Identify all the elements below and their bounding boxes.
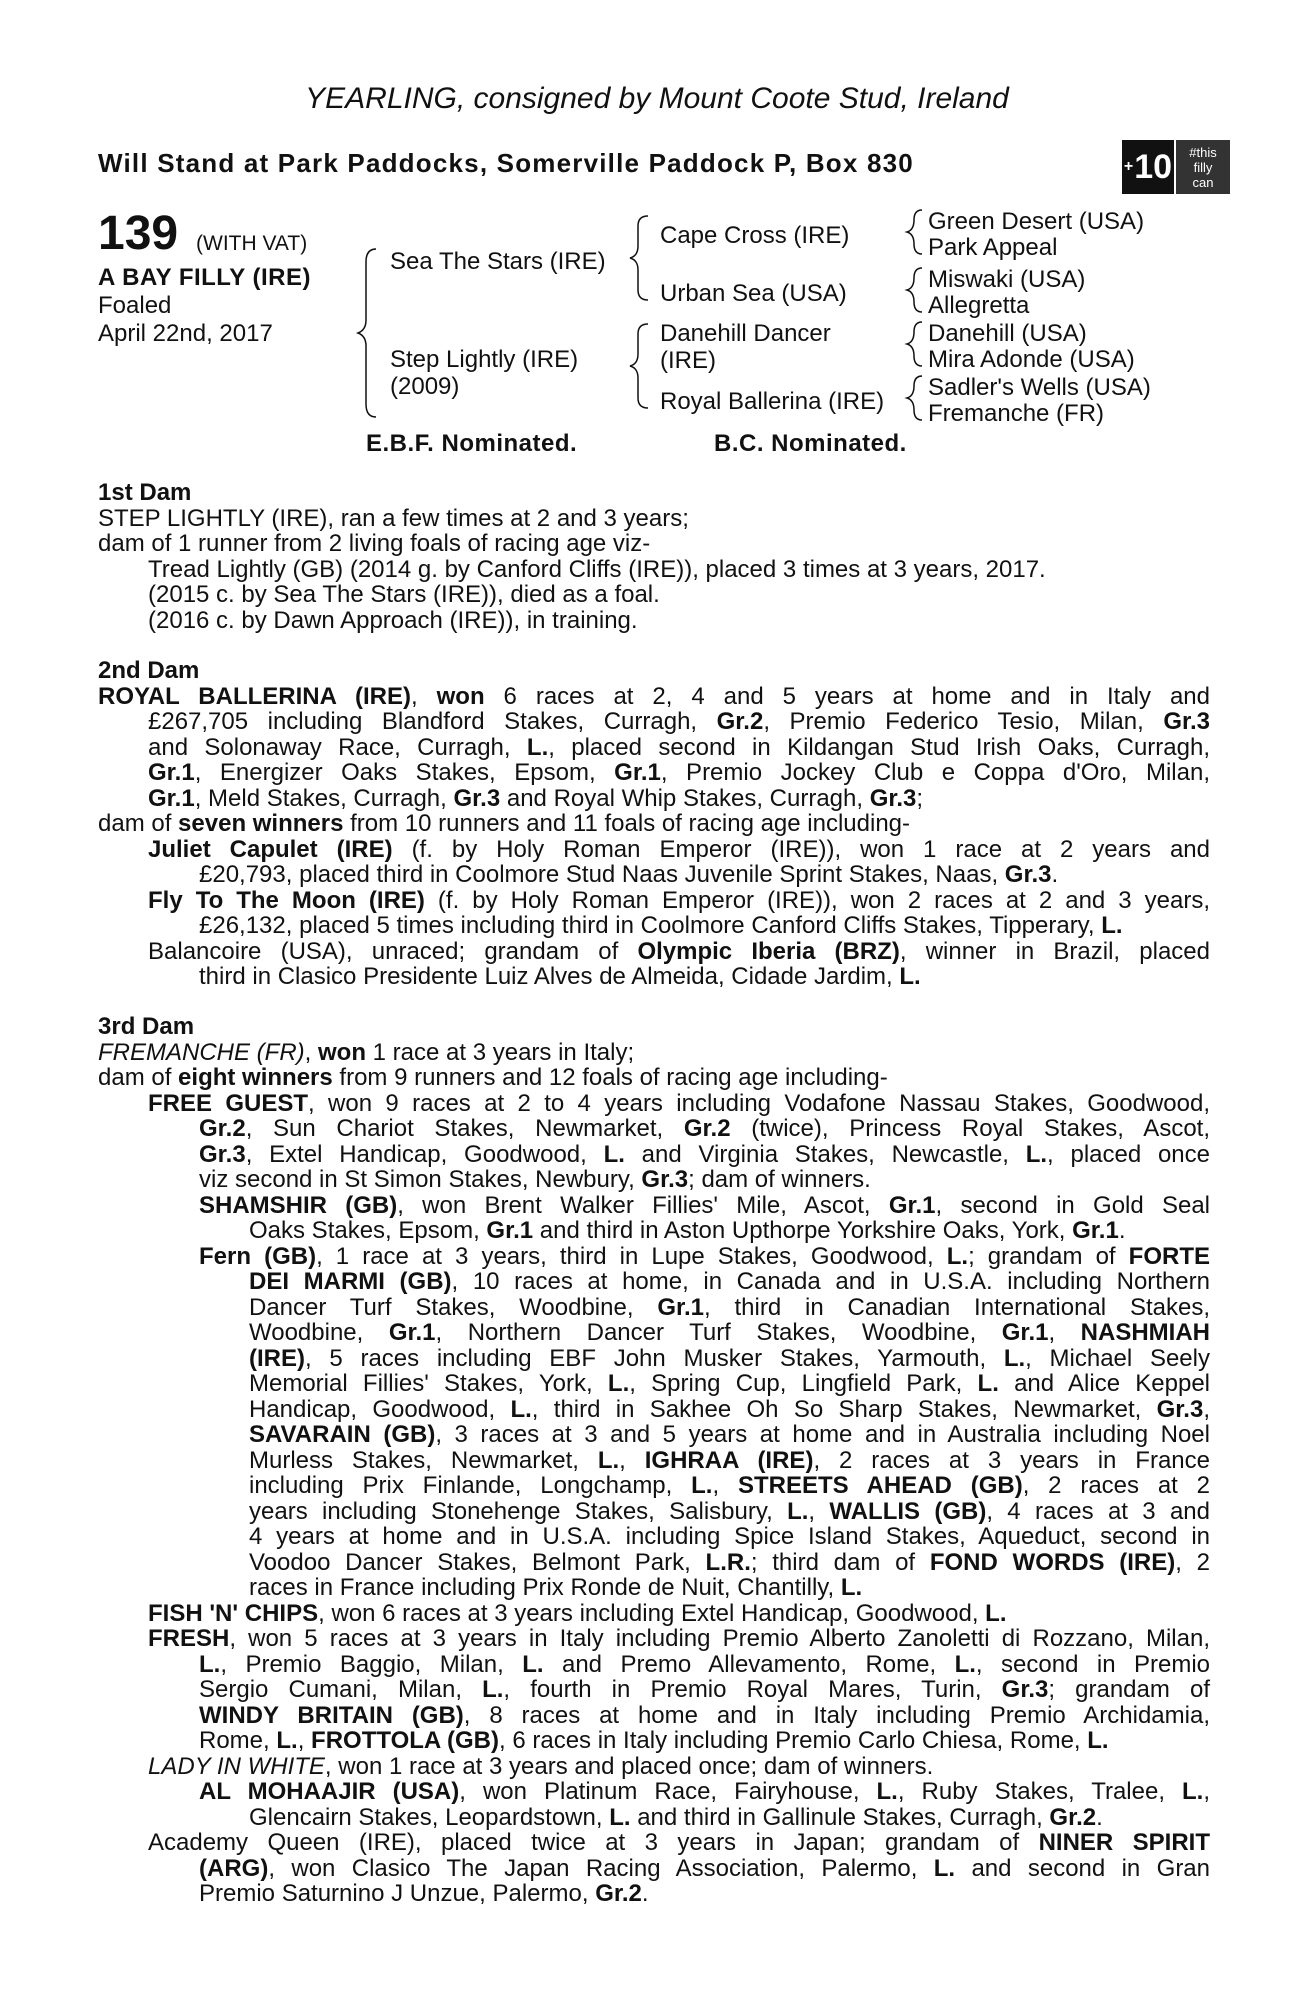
text-line: races in France including Prix Ronde de Nuit, Chantilly, L. [249,1574,863,1601]
text-line: SAVARAIN (GB), 3 races at 3 and 5 years at home and in Australia including Noel [249,1421,1210,1448]
first-dam-foal: Tread Lightly (GB) (2014 g. by Canford Cliffs (IRE)), placed 3 times at 3 years, 2017. [148,555,1046,583]
vat-note: (WITH VAT) [196,232,308,255]
text-line: Premio Saturnino J Unzue, Palermo, Gr.2. [199,1880,649,1907]
pedigree-dam-sire-line2: (IRE) [660,347,716,374]
text-line: DEI MARMI (GB), 10 races at home, in Canada and in U.S.A. including Northern [249,1268,1210,1295]
text-line: Fly To The Moon (IRE) (f. by Holy Roman Emperor (IRE)), won 2 races at 2 and 3 years, [148,886,1210,914]
third-dam-heading: 3rd Dam [98,1013,195,1040]
pedigree-dam-line1: Step Lightly (IRE) [390,346,579,373]
text-line: Murless Stakes, Newmarket, L., IGHRAA (IRE), 2 races at 3 years in France [249,1446,1210,1474]
pedigree-gg-1: Green Desert (USA) [928,208,1145,235]
foaled-date: April 22nd, 2017 [98,320,273,347]
text-line: Glencairn Stakes, Leopardstown, L. and third in Gallinule Stakes, Curragh, Gr.2. [249,1803,1103,1831]
pedigree-dam-dam: Royal Ballerina (IRE) [660,388,885,415]
text-line: Gr.1, Energizer Oaks Stakes, Epsom, Gr.1, Premio Jockey Club e Coppa d'Oro, Milan, [148,759,1210,786]
pedigree-gg-8: Fremanche (FR) [928,400,1105,427]
third-dam-section [98,1012,1210,1907]
text-line: years including Stonehenge Stakes, Salisbury, L., WALLIS (GB), 4 races at 3 and [249,1497,1210,1525]
text-line: Rome, L., FROTTOLA (GB), 6 races in Italy including Premio Carlo Chiesa, Rome, L. [199,1727,1109,1754]
second-dam-section [98,656,1210,990]
catalogue-heading: YEARLING, consigned by Mount Coote Stud, Ireland [305,82,1009,115]
text-line: and Solonaway Race, Curragh, L., placed second in Kildangan Stud Irish Oaks, Curragh, [148,733,1210,761]
first-dam-foal: (2015 c. by Sea The Stars (IRE)), died as a foal. [148,581,660,608]
pedigree-gg-2: Park Appeal [928,234,1058,261]
text-line: Fern (GB), 1 race at 3 years, third in Lupe Stakes, Goodwood, L.; grandam of FORTE [199,1242,1210,1270]
text-line: FREE GUEST, won 9 races at 2 to 4 years including Vodafone Nassau Stakes, Goodwood, [148,1089,1210,1117]
brace-sire [630,216,648,300]
pedigree-gg-4: Allegretta [928,292,1030,319]
text-line: including Prix Finlande, Longchamp, L., STREETS AHEAD (GB), 2 races at 2 [249,1472,1210,1499]
text-line: viz second in St Simon Stakes, Newbury, Gr.3; dam of winners. [199,1166,871,1193]
text-line: Academy Queen (IRE), placed twice at 3 years in Japan; grandam of NINER SPIRIT [148,1829,1210,1856]
text-line: Oaks Stakes, Epsom, Gr.1 and third in Aston Upthorpe Yorkshire Oaks, York, Gr.1. [249,1217,1126,1244]
text-line: £20,793, placed third in Coolmore Stud Naas Juvenile Sprint Stakes, Naas, Gr.3. [199,861,1059,888]
brace-gg3 [907,322,922,366]
second-dam-heading: 2nd Dam [98,657,200,684]
text-line: Woodbine, Gr.1, Northern Dancer Turf Stakes, Woodbine, Gr.1, NASHMIAH [249,1319,1210,1346]
pedigree-dam-sire-line1: Danehill Dancer [660,320,831,347]
first-dam-line: STEP LIGHTLY (IRE), ran a few times at 2 and 3 years; [98,504,689,532]
brace-gg4 [907,376,922,420]
text-line: Gr.3, Extel Handicap, Goodwood, L. and Virginia Stakes, Newcastle, L., placed once [199,1140,1210,1168]
text-line: Gr.2, Sun Chariot Stakes, Newmarket, Gr.2 (twice), Princess Royal Stakes, Ascot, [199,1115,1210,1142]
text-line: LADY IN WHITE, won 1 race at 3 years and placed once; dam of winners. [148,1752,934,1780]
text-line: 4 years at home and in U.S.A. including Spice Island Stakes, Aqueduct, second in [249,1523,1210,1550]
plus-ten-badge: + 10 [1122,140,1174,194]
bc-nominated: B.C. Nominated. [714,430,907,457]
text-line: SHAMSHIR (GB), won Brent Walker Fillies' Mile, Ascot, Gr.1, second in Gold Seal [199,1191,1211,1219]
text-line: Dancer Turf Stakes, Woodbine, Gr.1, third in Canadian International Stakes, [249,1293,1210,1321]
text-line: (IRE), 5 races including EBF John Musker Stakes, Yarmouth, L., Michael Seely [249,1344,1210,1372]
text-line: (ARG), won Clasico The Japan Racing Association, Palermo, L. and second in Gran [199,1854,1210,1882]
text-line: third in Clasico Presidente Luiz Alves de Almeida, Cidade Jardim, L. [199,963,921,990]
text-line: ROYAL BALLERINA (IRE), won 6 races at 2, 4 and 5 years at home and in Italy and [98,682,1210,710]
text-line: £267,705 including Blandford Stakes, Curragh, Gr.2, Premio Federico Tesio, Milan, Gr.3 [148,708,1211,735]
pedigree-dam-line2: (2009) [390,373,460,400]
stand-location: Will Stand at Park Paddocks, Somerville Paddock P, Box 830 [98,148,914,178]
brace-dam [630,324,648,408]
pedigree-gg-7: Sadler's Wells (USA) [928,374,1151,401]
text-line: £26,132, placed 5 times including third in Coolmore Canford Cliffs Stakes, Tipperary, L. [199,912,1123,939]
pedigree-gg-5: Danehill (USA) [928,320,1087,347]
foaled-label: Foaled [98,292,172,319]
pedigree-sire-sire: Cape Cross (IRE) [660,222,850,249]
brace-gg1 [907,210,922,254]
text-line: Voodoo Dancer Stakes, Belmont Park, L.R.; third dam of FOND WORDS (IRE), 2 [249,1548,1211,1576]
first-dam-section [98,478,1210,633]
text-line: WINDY BRITAIN (GB), 8 races at home and in Italy including Premio Archidamia, [199,1701,1210,1729]
text-line: Balancoire (USA), unraced; grandam of Olympic Iberia (BRZ), winner in Brazil, placed [148,937,1211,965]
this-filly-can-badge: #this filly can [1176,140,1230,194]
first-dam-line: dam of 1 runner from 2 living foals of racing age viz- [98,530,651,557]
text-line: AL MOHAAJIR (USA), won Platinum Race, Fairyhouse, L., Ruby Stakes, Tralee, L., [199,1778,1211,1805]
text-line: Sergio Cumani, Milan, L., fourth in Premio Royal Mares, Turin, Gr.3; grandam of [199,1676,1210,1703]
text-line: dam of seven winners from 10 runners and 11 foals of racing age including- [98,810,911,837]
pedigree-gg-3: Miswaki (USA) [928,266,1086,293]
pedigree-sire: Sea The Stars (IRE) [390,248,606,275]
text-line: Memorial Fillies' Stakes, York, L., Spring Cup, Lingfield Park, L. and Alice Keppel [249,1370,1210,1397]
text-line: Handicap, Goodwood, L., third in Sakhee Oh So Sharp Stakes, Newmarket, Gr.3, [249,1395,1210,1423]
first-dam-foal: (2016 c. by Dawn Approach (IRE)), in training. [148,606,638,634]
horse-description: A BAY FILLY (IRE) [98,264,311,291]
pedigree-sire-dam: Urban Sea (USA) [660,280,847,307]
pedigree-gg-6: Mira Adonde (USA) [928,346,1135,373]
brace-gg2 [907,268,922,312]
text-line: Gr.1, Meld Stakes, Curragh, Gr.3 and Royal Whip Stakes, Curragh, Gr.3; [148,784,924,812]
text-line: FRESH, won 5 races at 3 years in Italy including Premio Alberto Zanoletti di Rozzano, Milan, [148,1625,1210,1652]
text-line: L., Premio Baggio, Milan, L. and Premo Allevamento, Rome, L., second in Premio [199,1650,1211,1678]
lot-number: 139 [98,207,179,260]
text-line: Juliet Capulet (IRE) (f. by Holy Roman Emperor (IRE)), won 1 race at 2 years and [148,835,1210,863]
text-line: FISH 'N' CHIPS, won 6 races at 3 years including Extel Handicap, Goodwood, L. [148,1599,1007,1627]
ebf-nominated: E.B.F. Nominated. [366,430,578,457]
first-dam-heading: 1st Dam [98,479,192,506]
brace-parents [358,249,376,417]
text-line: dam of eight winners from 9 runners and 12 foals of racing age including- [98,1064,888,1091]
text-line: FREMANCHE (FR), won 1 race at 3 years in Italy; [98,1038,635,1066]
